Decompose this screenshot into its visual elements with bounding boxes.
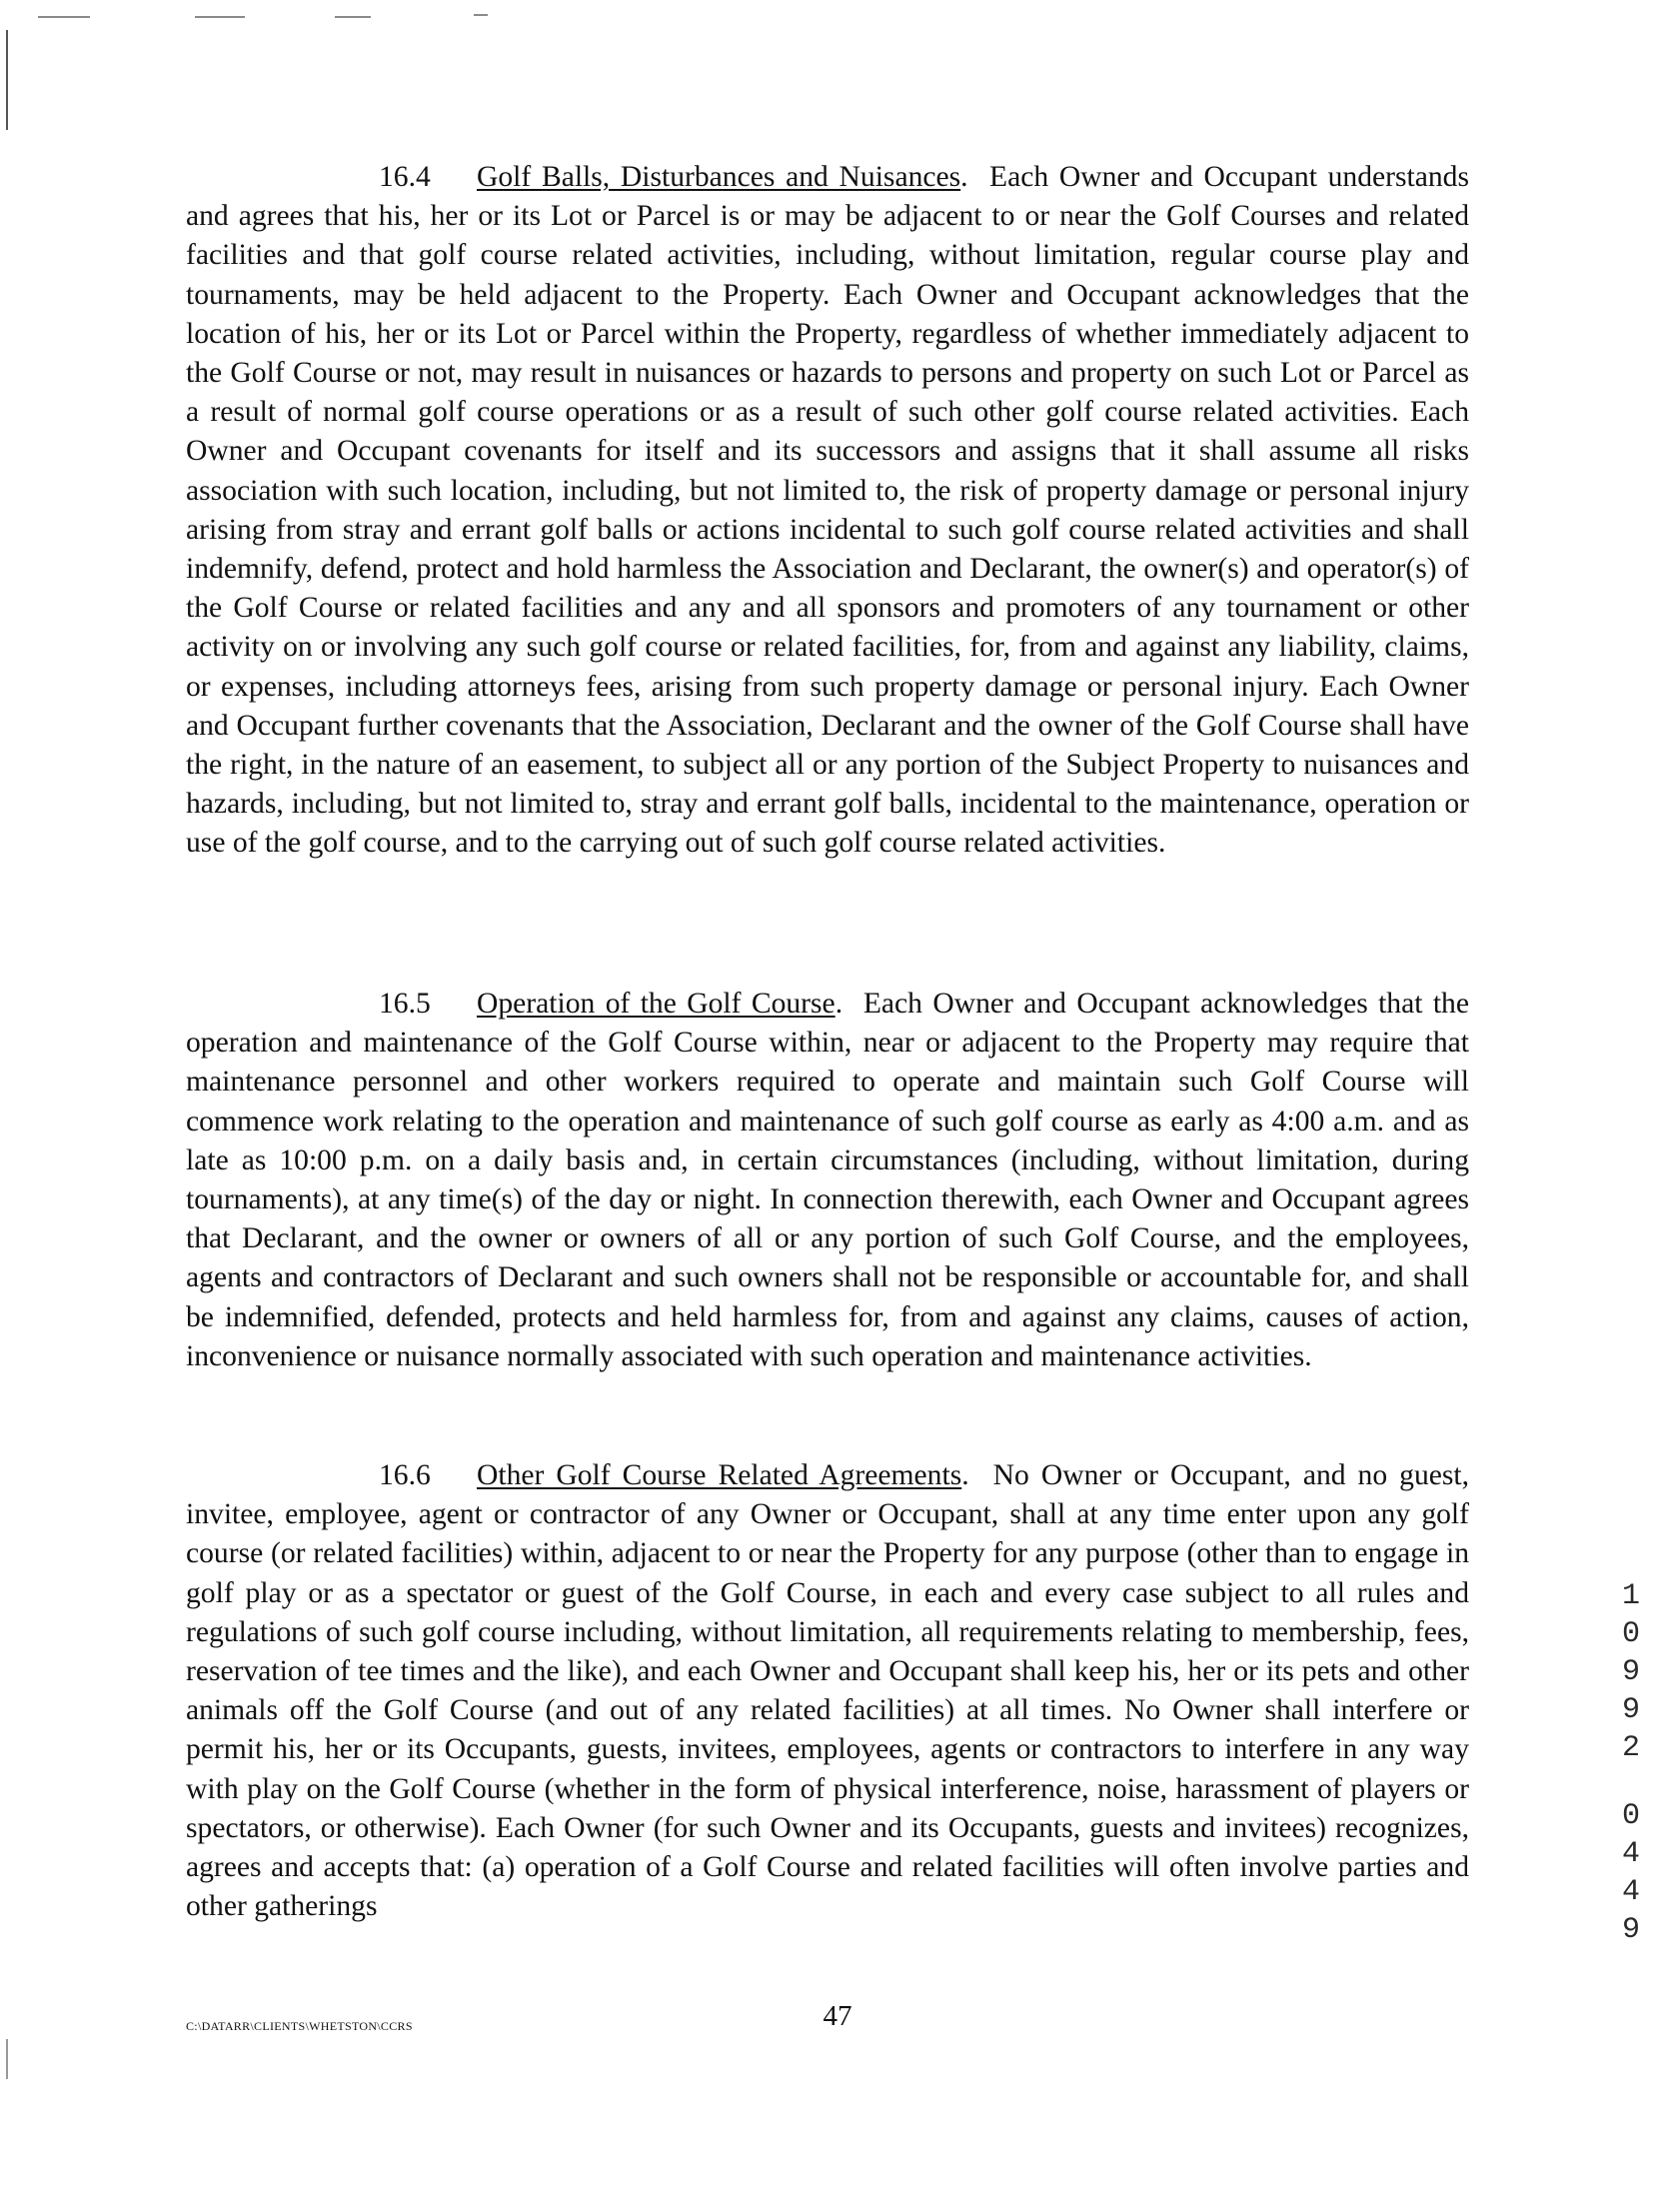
scan-artifact-top (335, 16, 371, 18)
section-title: Operation of the Golf Course (477, 988, 836, 1020)
stamp-digit: 1 (1621, 1579, 1640, 1613)
section-title-punct: . (960, 161, 968, 193)
page-number: 47 (823, 2000, 852, 2032)
section-number: 16.5 (379, 988, 431, 1020)
footer-file-path: C:\DATARR\CLIENTS\WHETSTON\CCRS (186, 2019, 413, 2033)
stamp-digit: 4 (1621, 1875, 1640, 1909)
scan-artifact-top (38, 16, 90, 18)
section-body: No Owner or Occupant, and no guest, invitee, employee, agent or contractor of any Owner or Occupant, shall at any time enter upon any golf course (or related facilities) within, adjacent to or near the Property for any purpose (other than to engage in golf play or as a spectator or guest of the Golf Course, in each and every case subject to all rules and regulations of such golf course including, without limitation, all requirements relating to membership, fees, reservation of tee times and the like), and each Owner and Occupant shall keep his, her or its pets and other animals off the Golf Course (and out of any related facilities) at all times. No Owner shall interfere or permit his, her or its Occupants, guests, invitees, employees, agents or contractors to interfere in any way with play on the Golf Course (whether in the form of physical interference, noise, harassment of players or spectators, or otherwise). Each Owner (for such Owner and its Occupants, guests and invitees) recognizes, agrees and accepts that: (a) operation of a Golf Course and related facilities will often involve parties and other gatherings (186, 1459, 1470, 1923)
stamp-digit: 9 (1621, 1693, 1640, 1727)
section-16-5 (186, 985, 1469, 1376)
recording-stamp (1611, 1577, 1651, 1949)
section-title: Golf Balls, Disturbances and Nuisances (477, 161, 961, 193)
section-body: Each Owner and Occupant understands and agrees that his, her or its Lot or Parcel is or may be adjacent to or near the Golf Courses and related facilities and that golf course related activities, including, without limitation, regular course play and tournaments, may be held adjacent to the Property. Each Owner and Occupant acknowledges that the location of his, her or its Lot or Parcel within the Property, regardless of whether immediately adjacent to the Golf Course or not, may result in nuisances or hazards to persons and property on such Lot or Parcel as a result of normal golf course operations or as a result of such other golf course related activities. Each Owner and Occupant covenants for itself and its successors and assigns that it shall assume all risks association with such location, including, but not limited to, the risk of property damage or personal injury arising from stray and errant golf balls or actions incidental to such golf course related activities and shall indemnify, defend, protect and hold harmless the Association and Declarant, the owner(s) and operator(s) of the Golf Course or related facilities and any and all sponsors and promoters of any tournament or other activity on or involving any such golf course or related facilities, for, from and against any liability, claims, or expenses, including attorneys fees, arising from such property damage or personal injury. Each Owner and Occupant further covenants that the Association, Declarant and the owner of the Golf Course shall have the right, in the nature of an easement, to subject all or any portion of the Subject Property to nuisances and hazards, including, but not limited to, stray and errant golf balls, incidental to the maintenance, operation or use of the golf course, and to the carrying out of such golf course related activities. (186, 161, 1469, 860)
section-16-4 (186, 158, 1469, 864)
scan-artifact-left-edge (6, 2039, 8, 2079)
section-16-6 (186, 1456, 1469, 1926)
section-number: 16.6 (379, 1459, 431, 1491)
scan-artifact-top (474, 14, 488, 16)
stamp-digit: 2 (1621, 1731, 1640, 1765)
section-number: 16.4 (379, 161, 431, 193)
stamp-gap (1611, 1767, 1651, 1797)
stamp-digit: 0 (1621, 1799, 1640, 1833)
section-title-punct: . (961, 1459, 969, 1491)
section-body: Each Owner and Occupant acknowledges that the operation and maintenance of the Golf Course within, near or adjacent to the Property may require that maintenance personnel and other workers required to operate and maintain such Golf Course will commence work relating to the operation and maintenance of such golf course as early as 4:00 a.m. and as late as 10:00 p.m. on a daily basis and, in certain circumstances (including, without limitation, during tournaments), at any time(s) of the day or night. In connection therewith, each Owner and Occupant agrees that Declarant, and the owner or owners of all or any portion of such Golf Course, and the employees, agents and contractors of Declarant and such owners shall not be responsible or accountable for, and shall be indemnified, defended, protects and held harmless for, from and against any claims, causes of action, inconvenience or nuisance normally associated with such operation and maintenance activities. (186, 988, 1469, 1372)
stamp-digit: 9 (1621, 1913, 1640, 1947)
section-title-punct: . (835, 988, 843, 1020)
stamp-digit: 0 (1621, 1617, 1640, 1651)
stamp-digit: 9 (1621, 1655, 1640, 1689)
scan-artifact-left-edge (6, 30, 8, 130)
section-title: Other Golf Course Related Agreements (477, 1459, 962, 1491)
stamp-digit: 4 (1621, 1837, 1640, 1871)
scan-artifact-top (195, 16, 245, 18)
